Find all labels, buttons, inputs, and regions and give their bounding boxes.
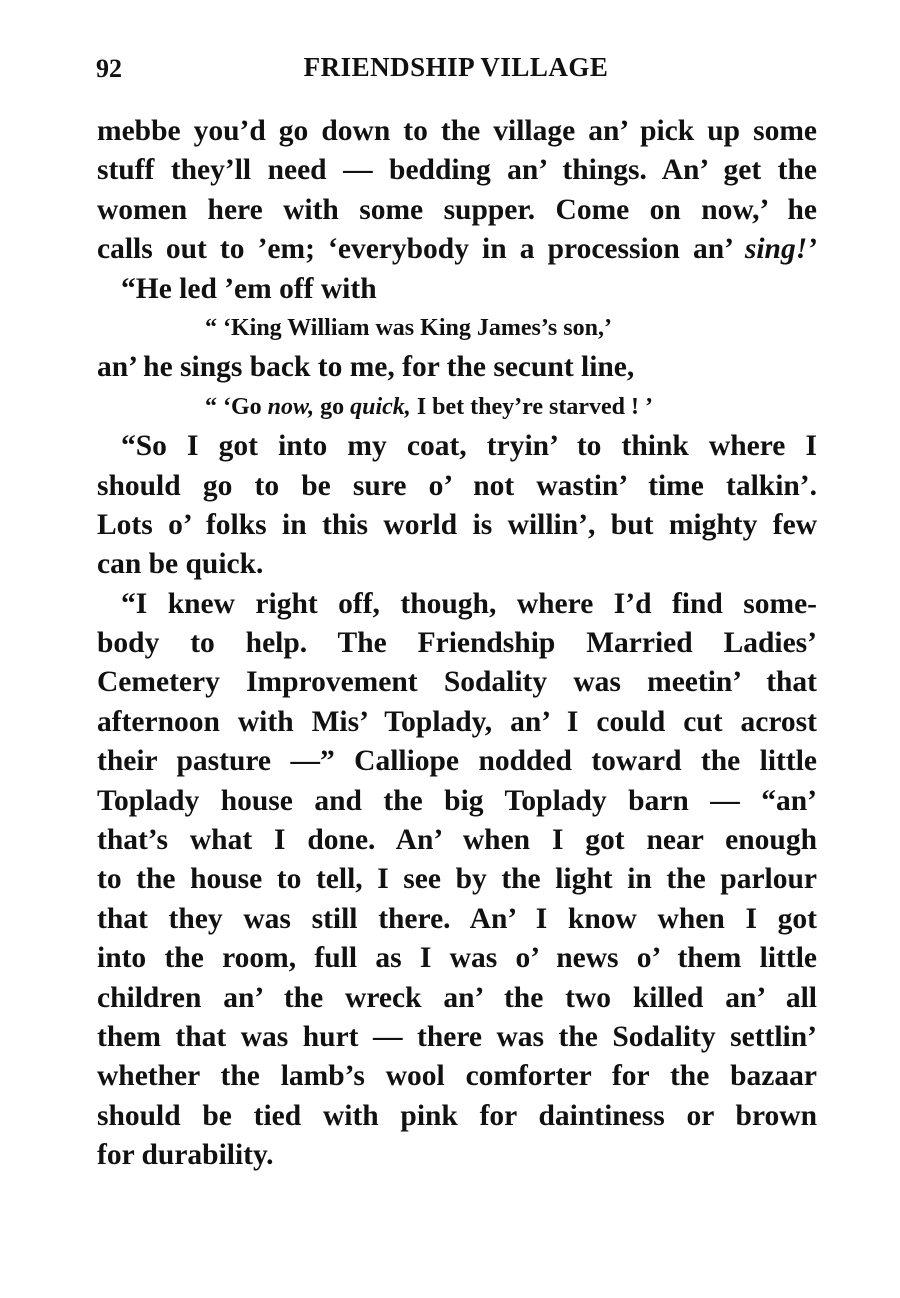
text-line: can be quick. (97, 548, 264, 581)
text-line: should go to be sure o’ not wastin’ time talkin’. (97, 469, 817, 502)
emphasis-quick: quick, (350, 393, 411, 420)
text-line: whether the lamb’s wool comforter for the bazaar (97, 1060, 817, 1093)
text-segment: calls out to ’em; ‘everybody in a procession an’ (97, 233, 745, 266)
text-line: that they was still there. An’ I know when I got (97, 902, 817, 935)
running-head: FRIENDSHIP VILLAGE (303, 52, 609, 82)
text-line: “I knew right off, though, where I’d find some- (121, 587, 817, 620)
text-line: for durability. (97, 1139, 274, 1172)
text-segment: go (314, 393, 351, 420)
text-line: them that was hurt — there was the Sodality settlin’ (97, 1020, 817, 1053)
text-line: “So I got into my coat, tryin’ to think where I (121, 430, 817, 463)
text-segment: I bet they’re starved ! ’ (410, 393, 653, 420)
text-line: body to help. The Friendship Married Ladies’ (97, 627, 817, 660)
text-line: Lots o’ folks in this world is willin’, but mighty few (97, 508, 817, 541)
text-line: Cemetery Improvement Sodality was meetin’ that (97, 666, 817, 699)
text-line: women here with some supper. Come on now,’ he (97, 193, 817, 226)
text-line: stuff they’ll need — bedding an’ things. An’ get the (97, 154, 817, 187)
verse-line: “ ‘King William was King James’s son,’ (205, 314, 612, 341)
text-line: to the house to tell, I see by the light in the parlour (97, 863, 817, 896)
text-line: mebbe you’d go down to the village an’ pick up some (97, 115, 817, 147)
verse-line (97, 388, 817, 427)
emphasis-sing: sing!’ (744, 233, 817, 266)
text-line: an’ he sings back to me, for the secunt line, (97, 351, 635, 384)
text-line: Toplady house and the big Toplady barn — “an’ (97, 784, 817, 817)
text-line: that’s what I done. An’ when I got near enough (97, 824, 817, 857)
text-line (97, 230, 817, 269)
text-line: children an’ the wreck an’ the two killed an’ all (97, 981, 817, 1014)
text-line: should be tied with pink for daintiness or brown (97, 1099, 817, 1132)
text-line: afternoon with Mis’ Toplady, an’ I could cut acrost (97, 705, 817, 738)
emphasis-now: now, (267, 393, 315, 420)
text-line: “He led ’em off with (121, 272, 377, 305)
body-text (97, 112, 817, 1176)
text-line: their pasture —” Calliope nodded toward the little (97, 745, 817, 778)
page-number: 92 (96, 54, 122, 83)
text-line: into the room, full as I was o’ news o’ them little (97, 942, 817, 975)
text-segment: “ ‘Go (205, 393, 268, 420)
page-header (96, 50, 816, 90)
